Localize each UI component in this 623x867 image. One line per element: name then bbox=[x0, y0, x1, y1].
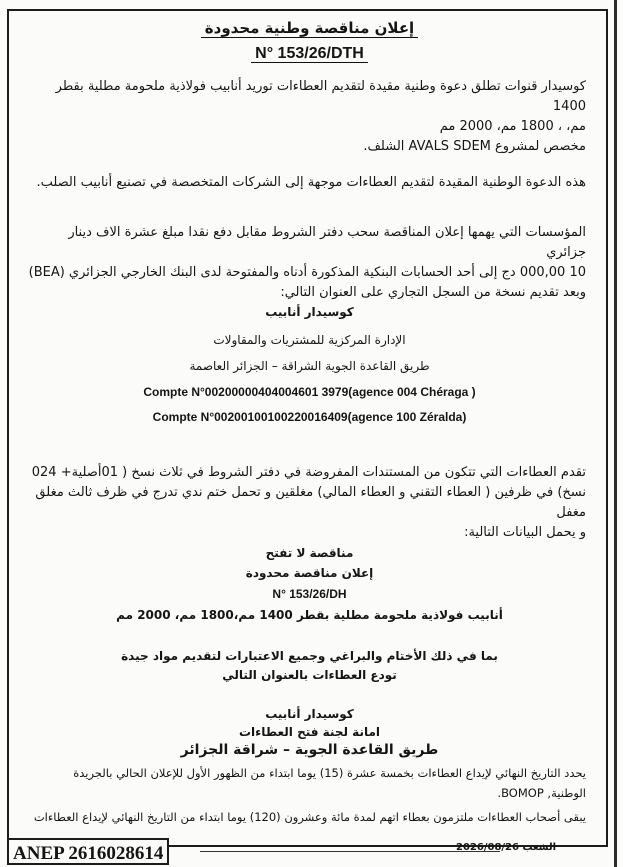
deadline-line-1: يحدد التاريخ النهائي لإيداع العطاءات بخمسة عشرة (15) يوما ابتداء من الظهور الأول للإعلان الحالي بالجريدة bbox=[73, 766, 586, 780]
bank-account-cheraga: Compte N°00200000404004601 3979(agence 004 Chéraga ) bbox=[143, 385, 476, 399]
intro-paragraph bbox=[26, 77, 586, 157]
notice-number: N° 153/26/DTH bbox=[9, 45, 610, 63]
submission-line-3: و يحمل البيانات التالية: bbox=[464, 525, 586, 540]
envelope-line-4: أنابيب فولاذية ملحومة مطلية بقطر 1400 مم،1800 مم، 2000 مم bbox=[116, 608, 503, 622]
deadline-line-2: الوطنية, BOMOP. bbox=[497, 786, 586, 800]
intro-line-3: مخصص لمشروع AVALS SDEM الشلف. bbox=[363, 139, 586, 154]
withdrawal-line-2: 10 000,00 دج إلى أحد الحسابات البنكية المذكورة أدناه والمفتوحة لدى البنك الخارجي الجزائري (BEA) bbox=[28, 265, 586, 280]
bank-account-zeralda: Compte N°00200100100220016409(agence 100 Zéralda) bbox=[152, 410, 467, 424]
envelope-line-2: إعلان مناقصة محدودة bbox=[245, 566, 374, 580]
validity-paragraph bbox=[26, 807, 586, 827]
notice-heading: إعلان مناقصة وطنية محدودة bbox=[9, 19, 610, 37]
newspaper-date: الشعب 2026/08/26 bbox=[456, 842, 557, 853]
envelope-line-1: مناقصة لا تفتح bbox=[265, 546, 354, 560]
withdrawal-paragraph bbox=[26, 223, 586, 303]
address-road: طريق القاعدة الجوية الشراقة – الجزائر العاصمة bbox=[189, 359, 430, 373]
submission-paragraph bbox=[26, 463, 586, 543]
deposit-address-intro: تودع العطاءات بالعنوان التالي bbox=[222, 668, 397, 682]
deadline-paragraph bbox=[26, 763, 586, 803]
target-line: هذه الدعوة الوطنية المقيدة لتقديم العطاءات موجهة إلى الشركات المتخصصة في تصنيع أنابيب الصلب. bbox=[36, 175, 586, 190]
intro-line-1: كوسيدار قنوات تطلق دعوة وطنية مقيدة لتقديم العطاءات توريد أنابيب فولاذية ملحومة مطلية بقطر 1400 bbox=[55, 79, 586, 114]
withdrawal-line-1: المؤسسات التي يهمها إعلان المناقصة سحب دفتر الشروط مقابل دفع نقدا مبلغ عشرة الاف دينار جزائري bbox=[68, 225, 586, 260]
anep-reference: ANEP 2616028614 bbox=[7, 838, 169, 865]
envelope-number: N° 153/26/DH bbox=[272, 587, 347, 601]
target-paragraph bbox=[26, 173, 586, 193]
withdrawal-line-3: وبعد تقديم نسخة من السجل التجاري على العنوان التالي: bbox=[280, 285, 586, 300]
intro-line-2: مم، ، 1800 مم، 2000 مم bbox=[439, 119, 586, 134]
validity-line: يبقى أصحاب العطاءات ملتزمون بعطاء اتهم لمدة مائة وعشرون (120) يوما ابتداء من التاريخ النهائي لإيداع العطاءات bbox=[33, 810, 586, 824]
address-department: الإدارة المركزية للمشتريات والمقاولات bbox=[213, 333, 406, 347]
submission-line-1: تقدم العطاءات التي تتكون من المستندات المفروضة في دفتر الشروط في ثلاث نسخ ( 01أصلية+ 024 bbox=[31, 465, 586, 480]
notice-frame bbox=[7, 9, 608, 847]
address-company: كوسيدار أنابيب bbox=[265, 305, 354, 319]
deposit-road: طريق القاعدة الجوية – شراقة الجزائر bbox=[180, 742, 439, 758]
footer-divider bbox=[200, 851, 500, 852]
deposit-company: كوسيدار أنابيب bbox=[265, 707, 354, 721]
submission-line-2: نسخ) في ظرفين ( العطاء التقني و العطاء المالي) مغلقين و تحمل ختم ندي تدرج في ظرف ثالث مغلق مغفل bbox=[35, 485, 586, 520]
column-rule bbox=[614, 0, 617, 867]
materials-line: بما في ذلك الأختام والبراغي وجميع الاعتبارات لتقديم مواد جيدة bbox=[121, 649, 498, 663]
deposit-committee: امانة لجنة فتح العطاءات bbox=[239, 725, 380, 739]
